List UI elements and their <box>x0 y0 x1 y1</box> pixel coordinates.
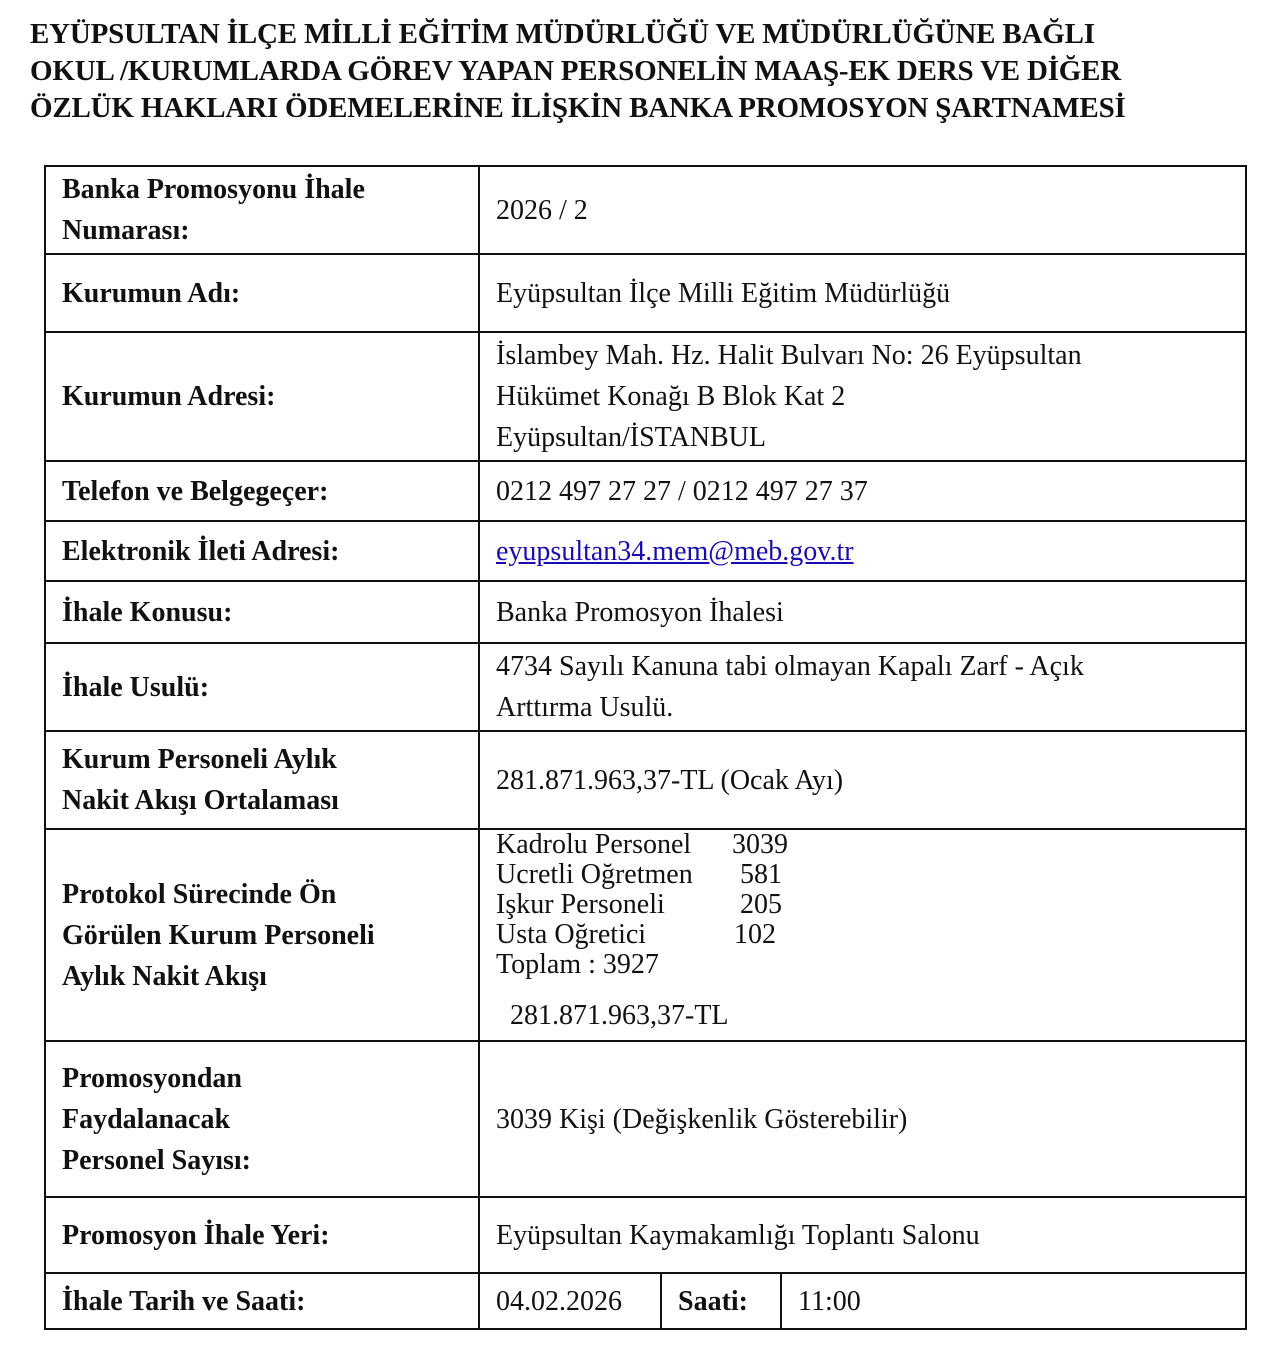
label-ihale-konusu: İhale Konusu: <box>45 581 479 643</box>
address-line-2: Hükümet Konağı B Blok Kat 2 <box>496 381 846 412</box>
usul-line-2: Arttırma Usulü. <box>496 692 674 723</box>
staff-name: Ucretli Oğretmen <box>496 859 693 890</box>
label-ihale-tarih: İhale Tarih ve Saati: <box>45 1273 479 1329</box>
value-ihale-tarih <box>479 1273 1246 1329</box>
label-line-3: Aylık Nakit Akışı <box>62 960 267 992</box>
row-eposta <box>45 521 1246 581</box>
staff-count: 3039 <box>732 829 788 860</box>
staff-row-iskur <box>496 890 1229 920</box>
row-faydalanacak <box>45 1041 1246 1197</box>
ihale-date: 04.02.2026 <box>480 1274 661 1328</box>
value-nakit-ortalama: 281.871.963,37-TL (Ocak Ayı) <box>479 731 1246 829</box>
value-ihale-konusu: Banka Promosyon İhalesi <box>479 581 1246 643</box>
staff-name: Kadrolu Personel <box>496 829 692 860</box>
value-eposta-cell <box>479 521 1246 581</box>
date-time-table <box>480 1274 1245 1328</box>
row-telefon <box>45 461 1246 521</box>
value-ihale-usulu <box>479 643 1246 731</box>
label-eposta: Elektronik İleti Adresi: <box>45 521 479 581</box>
row-ihale-yeri <box>45 1197 1246 1273</box>
value-kurum-adi: Eyüpsultan İlçe Milli Eğitim Müdürlüğü <box>479 254 1246 332</box>
staff-count: 205 <box>740 889 782 920</box>
value-telefon: 0212 497 27 27 / 0212 497 27 37 <box>479 461 1246 521</box>
ihale-time: 11:00 <box>798 1285 861 1317</box>
label-line-1: Protokol Sürecinde Ön <box>62 878 337 910</box>
address-line-3: Eyüpsultan/İSTANBUL <box>496 422 766 453</box>
label-ihale-usulu: İhale Usulü: <box>45 643 479 731</box>
title-line-2: OKUL /KURUMLARDA GÖREV YAPAN PERSONELİN MAAŞ-EK DERS VE DİĞER <box>30 55 1122 87</box>
title-line-3: ÖZLÜK HAKLARI ÖDEMELERİNE İLİŞKİN BANKA PROMOSYON ŞARTNAMESİ <box>30 92 1126 124</box>
label-ihale-numarasi: Banka Promosyonu İhale Numarası: <box>45 166 479 254</box>
staff-count: 102 <box>734 919 776 950</box>
specification-table <box>44 165 1247 1330</box>
label-line-2: Görülen Kurum Personeli <box>62 919 375 951</box>
value-kurum-adresi <box>479 332 1246 461</box>
staff-count: 581 <box>740 859 782 890</box>
document-title <box>30 16 1260 127</box>
label-line-2: Faydalanacak <box>62 1103 231 1135</box>
staff-row-kadrolu <box>496 830 1229 860</box>
value-ihale-numarasi: 2026 / 2 <box>479 166 1246 254</box>
row-kurum-adi <box>45 254 1246 332</box>
row-ihale-usulu <box>45 643 1246 731</box>
protokol-amount: 281.871.963,37-TL <box>510 1000 729 1031</box>
label-nakit-ortalama <box>45 731 479 829</box>
label-line-3: Personel Sayısı: <box>62 1144 251 1176</box>
label-line-2: Nakit Akışı Ortalaması <box>62 785 339 816</box>
value-ihale-yeri: Eyüpsultan Kaymakamlığı Toplantı Salonu <box>479 1197 1246 1273</box>
label-line-1: Kurum Personeli Aylık <box>62 744 337 775</box>
usul-line-1: 4734 Sayılı Kanuna tabi olmayan Kapalı Zarf - Açık <box>496 651 1084 682</box>
row-protokol <box>45 829 1246 1041</box>
staff-name: Işkur Personeli <box>496 889 665 920</box>
value-protokol <box>479 829 1246 1041</box>
staff-row-usta <box>496 920 1229 950</box>
label-protokol <box>45 829 479 1041</box>
staff-total: Toplam : 3927 <box>496 949 659 980</box>
row-ihale-numarasi <box>45 166 1246 254</box>
row-nakit-ortalama <box>45 731 1246 829</box>
staff-row-ucretli <box>496 860 1229 890</box>
address-line-1: İslambey Mah. Hz. Halit Bulvarı No: 26 Eyüpsultan <box>496 340 1082 371</box>
label-kurum-adresi: Kurumun Adresi: <box>45 332 479 461</box>
row-ihale-tarih <box>45 1273 1246 1329</box>
saat-label: Saati: <box>661 1274 781 1328</box>
email-link[interactable]: eyupsultan34.mem@meb.gov.tr <box>496 535 854 567</box>
label-line-1: Promosyondan <box>62 1062 242 1094</box>
label-kurum-adi: Kurumun Adı: <box>45 254 479 332</box>
staff-name: Usta Oğretici <box>496 919 647 950</box>
label-telefon: Telefon ve Belgegeçer: <box>45 461 479 521</box>
title-line-1: EYÜPSULTAN İLÇE MİLLİ EĞİTİM MÜDÜRLÜĞÜ VE MÜDÜRLÜĞÜNE BAĞLI <box>30 18 1095 50</box>
row-kurum-adresi <box>45 332 1246 461</box>
row-ihale-konusu <box>45 581 1246 643</box>
label-ihale-yeri: Promosyon İhale Yeri: <box>45 1197 479 1273</box>
label-faydalanacak <box>45 1041 479 1197</box>
value-faydalanacak: 3039 Kişi (Değişkenlik Gösterebilir) <box>479 1041 1246 1197</box>
